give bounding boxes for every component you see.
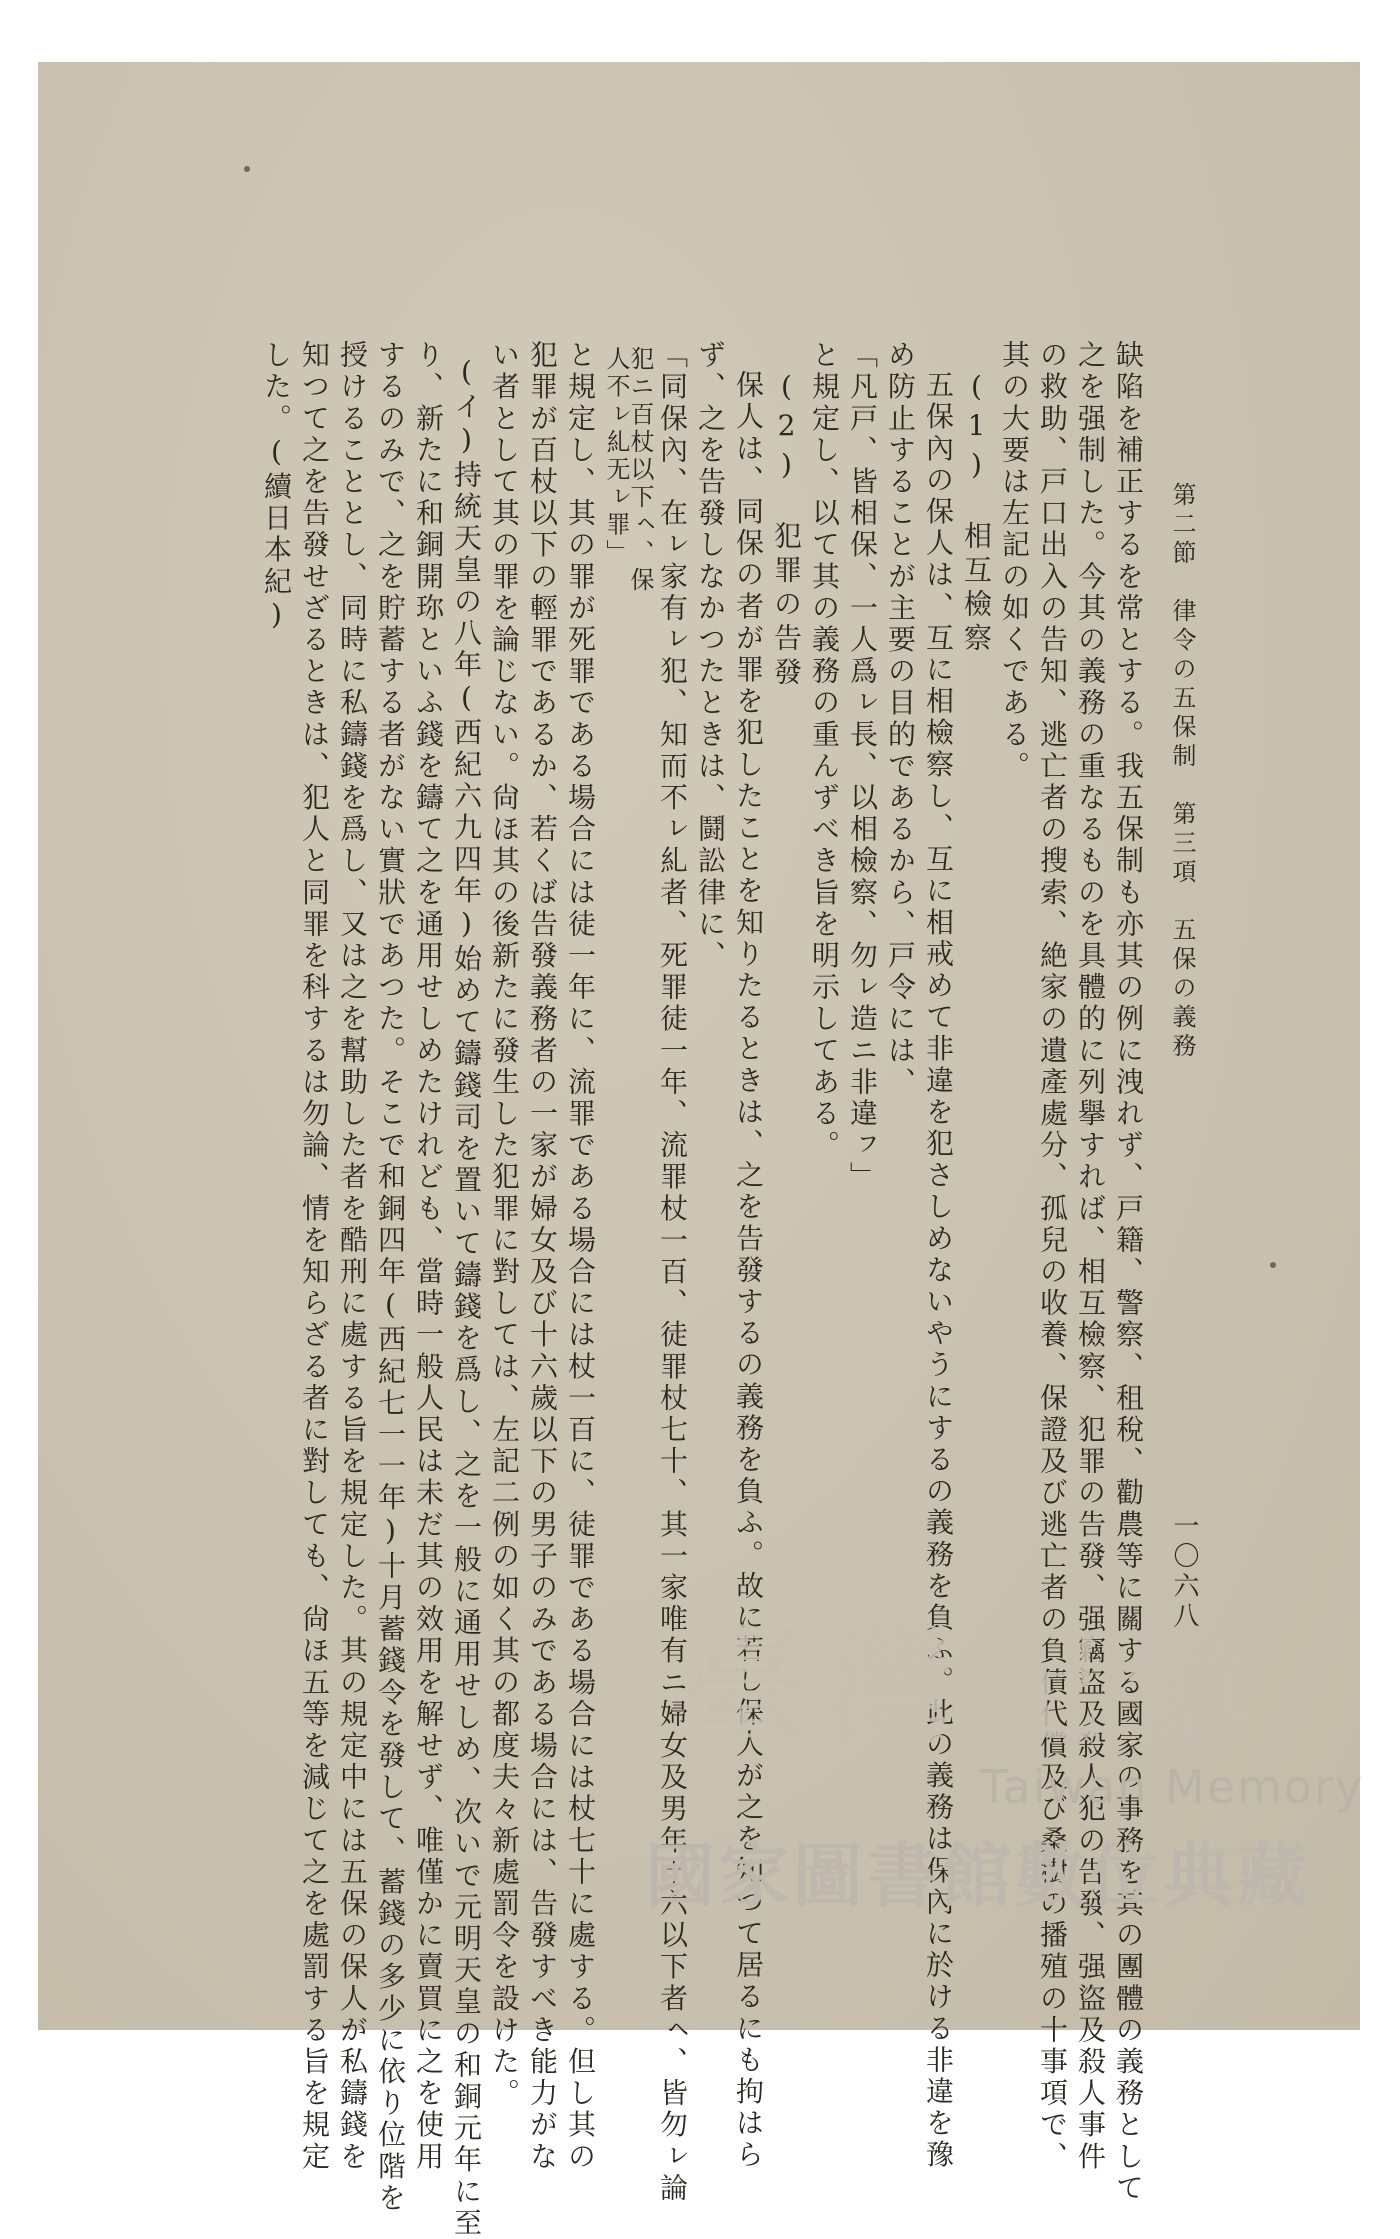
watermark-chinese: 國家圖書館數位典藏 <box>645 1835 1311 1917</box>
text-column-21: するのみで、之を貯蓄する者がない實狀であつた。そこで和銅四年(西紀七一一年)十月蓄錢令を發して、蓄錢の多少に依り位階を <box>374 340 407 2215</box>
paper-speck <box>244 166 250 172</box>
text-column-17: 犯罪が百杖以下の輕罪であるか、若くば告發義務者の一家が婦女及び十六歲以下の男子のみである場合には、告發すべき能力がな <box>526 340 559 2173</box>
quote-note-2: 人不ㇾ糺无ㇾ罪」 <box>602 346 630 567</box>
text-column-19: (イ)持統天皇の八年(西紀六九四年)始めて鑄錢司を置いて鑄錢を爲し、之を一般に通用せしめ、次いで元明天皇の和銅元年に至 <box>450 355 483 2239</box>
quote-column-2: 「同保內、在ㇾ家有ㇾ犯、知而不ㇾ糺者、死罪徒一年、流罪杖一百、徒罪杖七十、其一家唯有ニ婦女及男年十六以下者ㇸ、皆勿ㇾ論 <box>656 340 689 2205</box>
section-heading-1: (1) 相互檢察 <box>960 370 993 657</box>
page-number: 一〇六八 <box>1169 1512 1199 1632</box>
section-heading-2: (2) 犯罪の告發 <box>770 370 803 691</box>
text-column-24: した。(續日本紀) <box>260 340 293 635</box>
text-column-7: め防止することが主要の目的であるから、戸令には、 <box>884 340 917 1099</box>
text-column-16: と規定し、其の罪が死罪である場合には徒一年に、流罪である場合には杖一百に、徒罪である場合には杖七十に處する。但し其の <box>564 340 597 2173</box>
text-column-23: 知つて之を告發せざるときは、犯人と同罪を科するは勿論、情を知らざる者に對しても、尙ほ五等を減じて之を處罰する旨を規定 <box>298 340 331 2173</box>
text-column-2: 之を强制した。今其の義務の重なるものを具體的に列擧すれば、相互檢察、犯罪の告發、强竊盜及殺人犯の告發、强盜及殺人事件 <box>1074 340 1107 2173</box>
text-column-3: の救助、戸口出入の告知、逃亡者の搜索、絶家の遺產處分、孤兒の收養、保證及び逃亡者の負債代償及び桑樹の播殖の十事項で、 <box>1036 340 1069 2173</box>
paper-speck <box>1270 1262 1276 1268</box>
watermark-english: Taiwan Memory <box>980 1760 1365 1814</box>
text-column-11: 保人は、同保の者が罪を犯したことを知りたるときは、之を告發するの義務を負ふ。故に若し保人が之を知つて居るにも拘はら <box>732 370 765 2172</box>
quote-column-1: 「凡戸、皆相保、一人爲ㇾ長、以相檢察、勿ㇾ造ニ非違ㇷ」 <box>846 340 879 1194</box>
text-column-12: ず、之を告發しなかつたときは、鬪訟律に、 <box>694 340 727 972</box>
running-head: 第二節 律令の五保制 第三項 五保の義務 <box>1168 482 1196 1062</box>
quote-note-1: 犯ニ百杖以下ㇸ、保 <box>626 346 654 595</box>
watermark-seal: 臺灣記憶 <box>680 1614 1273 1763</box>
text-column-9: と規定し、以て其の義務の重んずべき旨を明示してある。 <box>808 340 841 1162</box>
text-column-4: 其の大要は左記の如くである。 <box>998 340 1031 783</box>
text-column-20: り、新たに和銅開珎といふ錢を鑄て之を通用せしめたけれども、當時一般人民は未だ其の效用を解せず、唯僅かに賣買に之を使用 <box>412 340 445 2173</box>
text-column-22: 授けることとし、同時に私鑄錢を爲し、又は之を幫助した者を酷刑に處する旨を規定した。其の規定中には五保の保人が私鑄錢を <box>336 340 369 2173</box>
text-column-6: 五保內の保人は、互に相檢察し、互に相戒めて非違を犯さしめないやうにするの義務を負ふ。此の義務は保內に於ける非違を豫 <box>922 370 955 2172</box>
text-column-18: い者として其の罪を論じない。尙ほ其の後新たに發生した犯罪に對しては、左記二例の如く其の都度夫々新處罰令を設けた。 <box>488 340 521 2110</box>
text-column-1: 缺陷を補正するを常とする。我五保制も亦其の例に洩れず、戸籍、警察、租稅、勸農等に關する國家の事務を其の團體の義務として <box>1112 340 1145 2205</box>
